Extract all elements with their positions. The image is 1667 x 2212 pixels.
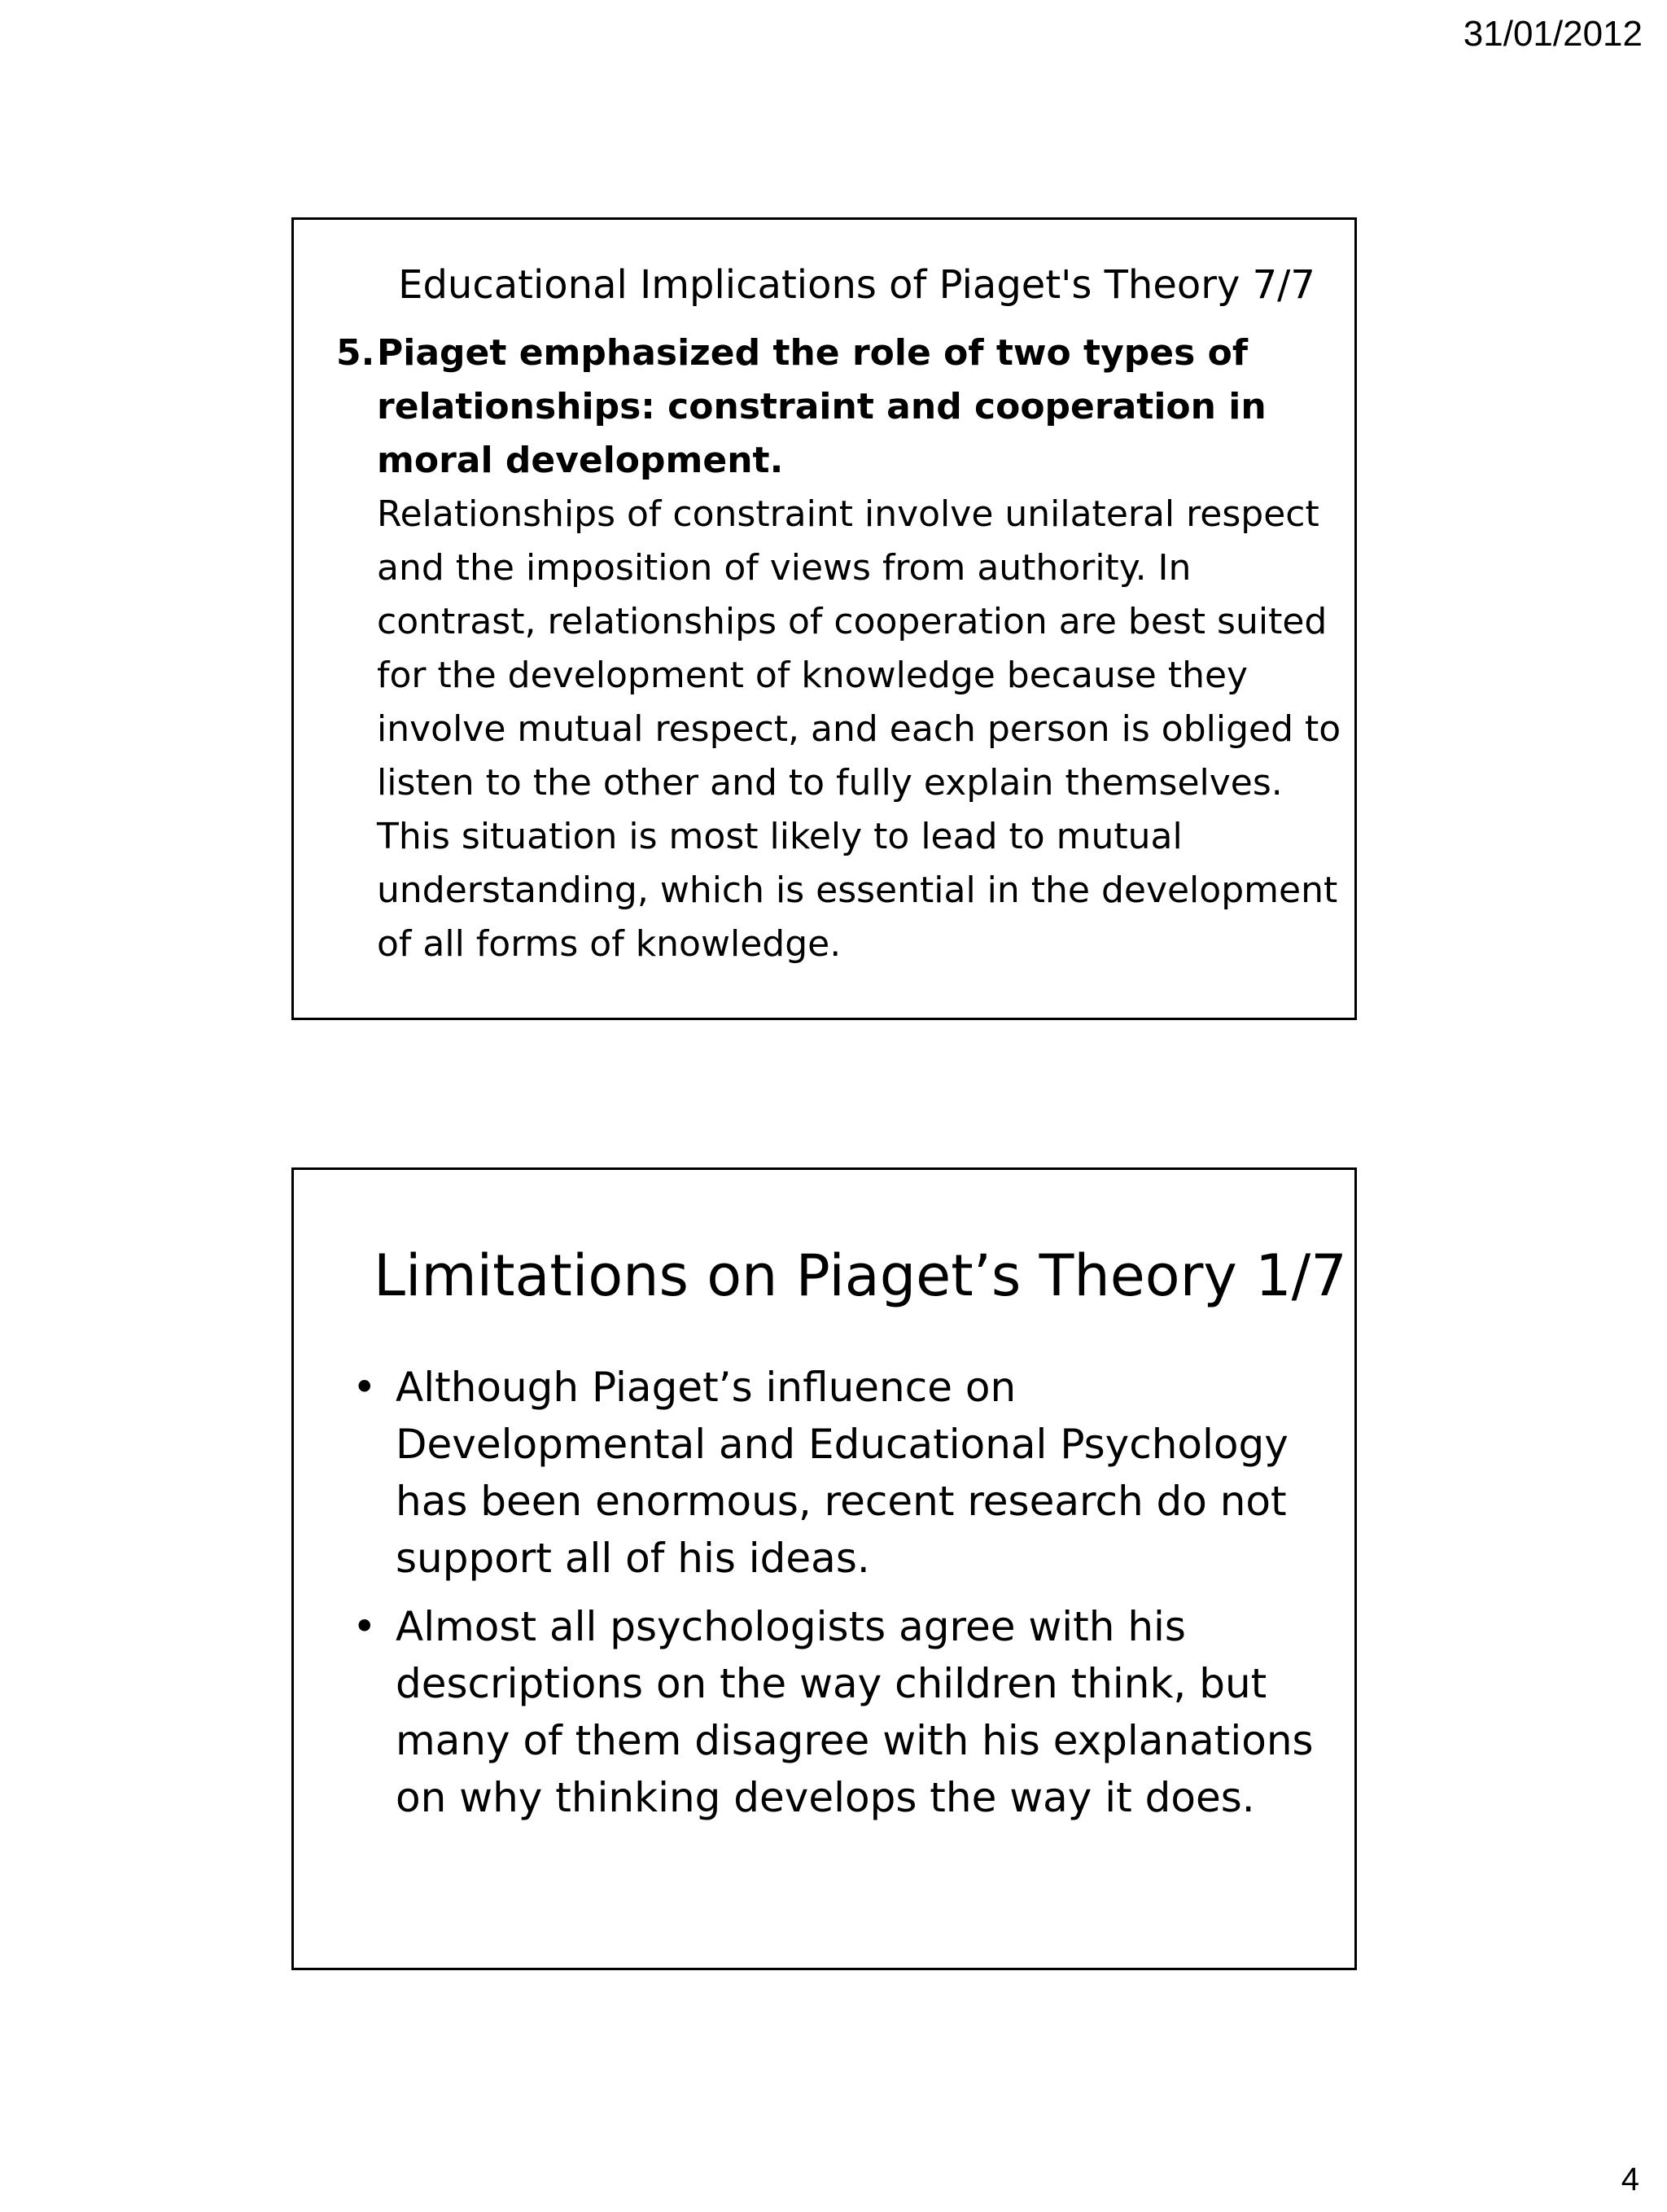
point-description: Relationships of constraint involve unilateral respect and the imposition of views from authority. In contrast, relationships of cooperation are best suited for the development of knowledge because they involve mutual respect, and each person is obliged to listen to the other and to fully explain themselves. This situation is most likely to lead to mutual understanding, which is essential in the development of all forms of knowledge. — [377, 493, 1341, 965]
point-heading: Piaget emphasized the role of two types of relationships: constraint and cooperation in moral development. — [377, 332, 1267, 481]
page-number: 4 — [1621, 2162, 1639, 2197]
slide-limitations — [291, 1167, 1357, 1970]
bullet-list — [351, 1359, 1336, 1837]
point-number: 5. — [336, 332, 375, 374]
slide-title: Educational Implications of Piaget's Theory 7/7 — [398, 262, 1315, 308]
page-date: 31/01/2012 — [1463, 14, 1643, 54]
bullet-text: Almost all psychologists agree with his descriptions on the way children think, but many of them disagree with his explanations on why thinking develops the way it does. — [396, 1603, 1314, 1821]
slide-educational-implications — [291, 217, 1357, 1020]
bullet-text: Although Piaget’s influence on Developmental and Educational Psychology has been enormous, recent research do not support all of his ideas. — [396, 1364, 1289, 1582]
point-text — [377, 326, 1345, 971]
slide-title: Limitations on Piaget’s Theory 1/7 — [374, 1242, 1347, 1309]
list-item — [351, 1598, 1336, 1826]
numbered-point — [336, 326, 1345, 971]
bullet-icon: • — [352, 1603, 377, 1650]
list-item — [351, 1359, 1336, 1587]
bullet-icon: • — [352, 1364, 377, 1411]
